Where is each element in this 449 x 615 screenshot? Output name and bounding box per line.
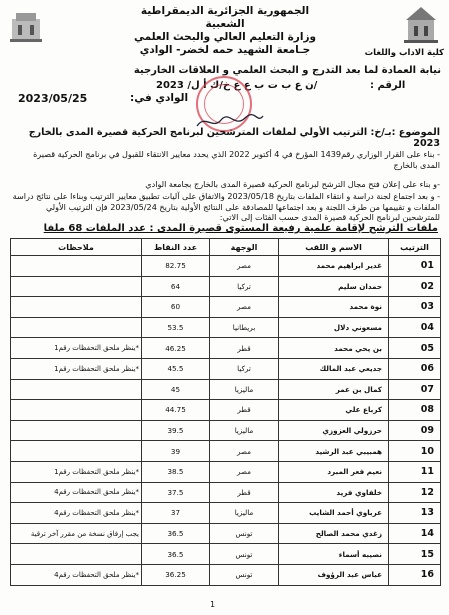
table-title: ملفات الترشح لإقامة علمية رفيعة المستوى قصيرة المدى : عدد الملفات 68 ملفا xyxy=(43,223,438,234)
name-cell: حمدان سليم xyxy=(279,276,389,297)
name-cell: مسعوني دلال xyxy=(279,317,389,338)
paragraph-1: - بناء على القرار الوزاري رقم1439 المؤرخ في 4 أكتوبر 2022 الذي يحدد معايير الانتقاء للقبول في برنامج الحركية قصيرة المدى بالخارج xyxy=(33,149,440,170)
column-header-name: الاسم و اللقب xyxy=(279,239,389,256)
rank-cell: 03 xyxy=(389,297,441,318)
column-header-destination: الوجهة xyxy=(210,239,279,256)
notes-cell: *ينظر ملحق التحفظات رقم4 xyxy=(11,503,142,524)
date-label: الوادي في: xyxy=(130,92,189,104)
university-name: جـامعة الشهيد حمه لخضر- الوادي xyxy=(139,44,311,56)
destination-cell: تونس xyxy=(210,564,279,585)
score-cell: 36.5 xyxy=(142,523,210,544)
destination-cell: تونس xyxy=(210,523,279,544)
score-cell: 36.5 xyxy=(142,544,210,565)
rank-cell: 04 xyxy=(389,317,441,338)
name-cell: غدير ابراهيم محمد xyxy=(279,256,389,277)
rank-cell: 07 xyxy=(389,379,441,400)
page-number: 1 xyxy=(210,600,216,609)
table-row xyxy=(11,338,441,359)
table-row xyxy=(11,297,441,318)
table-row xyxy=(11,400,441,421)
destination-cell: تركيا xyxy=(210,358,279,379)
destination-cell: مصر xyxy=(210,256,279,277)
table-header-row xyxy=(11,239,441,256)
ref-label: الرقم : xyxy=(370,80,406,91)
notes-cell xyxy=(11,400,142,421)
destination-cell: ماليزيا xyxy=(210,503,279,524)
university-logo-right xyxy=(400,4,442,48)
name-cell: همبيبي عبد الرشيد xyxy=(279,441,389,462)
score-cell: 64 xyxy=(142,276,210,297)
name-cell: زغدي محمد الصالح xyxy=(279,523,389,544)
rank-cell: 08 xyxy=(389,400,441,421)
score-cell: 39 xyxy=(142,441,210,462)
rank-cell: 12 xyxy=(389,482,441,503)
table-row xyxy=(11,276,441,297)
notes-cell: *ينظر ملحق التحفظات رقم1 xyxy=(11,461,142,482)
notes-cell: *ينظر ملحق التحفظات رقم1 xyxy=(11,358,142,379)
column-header-score: عدد النقاط xyxy=(142,239,210,256)
destination-cell: قطر xyxy=(210,482,279,503)
destination-cell: قطر xyxy=(210,400,279,421)
table-row xyxy=(11,544,441,565)
name-cell: حرزولي العزوزي xyxy=(279,420,389,441)
header-block xyxy=(120,5,330,57)
table-row xyxy=(11,317,441,338)
score-cell: 45 xyxy=(142,379,210,400)
rank-cell: 06 xyxy=(389,358,441,379)
score-cell: 82.75 xyxy=(142,256,210,277)
ranking-table xyxy=(10,238,441,586)
table-row xyxy=(11,461,441,482)
table-row xyxy=(11,482,441,503)
destination-cell: قطر xyxy=(210,338,279,359)
score-cell: 53.5 xyxy=(142,317,210,338)
rank-cell: 15 xyxy=(389,544,441,565)
notes-cell xyxy=(11,379,142,400)
rank-cell: 01 xyxy=(389,256,441,277)
paragraph-3: - و بعد اجتماع لجنة دراسة و انتقاء الملفات بتاريخ 2023/05/18 والاتفاق على آليات تطبيق معايير الترتيب وبناءا على نتائج دراسة الملفات و تقييمها من طرف اللجنة و بعد اجتماعها للمصادقة على النتائج الأولية بتاريخ 2023/05/24 فإن الترتيب الأولي للمترشحين لبرنامج الحركية قصيرة المدى حسب الفئات إلى الاتي: xyxy=(12,191,440,222)
notes-cell xyxy=(11,317,142,338)
notes-cell xyxy=(11,276,142,297)
ref-number: /ن ع ب ت ب ع ع خ/ك أ ل/ 2023 xyxy=(156,80,318,91)
destination-cell: بريطانيا xyxy=(210,317,279,338)
table-row xyxy=(11,564,441,585)
destination-cell: تركيا xyxy=(210,276,279,297)
country-name: الجمهورية الجزائرية الديمقراطية الشعبية xyxy=(140,5,310,30)
notes-cell xyxy=(11,544,142,565)
score-cell: 60 xyxy=(142,297,210,318)
document-date: 2023/05/25 xyxy=(18,92,88,105)
destination-cell: تونس xyxy=(210,544,279,565)
rank-cell: 05 xyxy=(389,338,441,359)
notes-cell: *ينظر ملحق التحفظات رقم1 xyxy=(11,338,142,359)
notes-cell xyxy=(11,297,142,318)
ministry-name: وزارة التعليم العالي والبحث العلمي xyxy=(133,31,317,43)
destination-cell: مصر xyxy=(210,441,279,462)
destination-cell: ماليزيا xyxy=(210,420,279,441)
score-cell: 44.75 xyxy=(142,400,210,421)
score-cell: 37 xyxy=(142,503,210,524)
table-row xyxy=(11,379,441,400)
rank-cell: 10 xyxy=(389,441,441,462)
score-cell: 46.25 xyxy=(142,338,210,359)
table-row xyxy=(11,503,441,524)
column-header-notes: ملاحظات xyxy=(11,239,142,256)
name-cell: بن يحي محمد xyxy=(279,338,389,359)
notes-cell: يجب إرفاق نسخة من مقرر آخر ترقية xyxy=(11,523,142,544)
notes-cell xyxy=(11,256,142,277)
subject-line: الموضوع :بـ/خ: الترتيب الأولي لملفات المترشحين لبرنامج الحركية قصيرة المدى بالخارج 2023 xyxy=(28,127,440,149)
score-cell: 36.25 xyxy=(142,564,210,585)
name-cell: نصيبه أسماء xyxy=(279,544,389,565)
table-row xyxy=(11,441,441,462)
rank-cell: 13 xyxy=(389,503,441,524)
rank-cell: 02 xyxy=(389,276,441,297)
paragraph-2: -و بناء على إعلان فتح مجال الترشح لبرنامج الحركية قصيرة المدى بالخارج بجامعة الوادي xyxy=(145,179,440,189)
rank-cell: 14 xyxy=(389,523,441,544)
name-cell: نعيم فعر المبرد xyxy=(279,461,389,482)
notes-cell xyxy=(11,441,142,462)
name-cell: عباس عبد الرؤوف xyxy=(279,564,389,585)
name-cell: عرباوي أحمد الشايب xyxy=(279,503,389,524)
name-cell: خلفاوي فريد xyxy=(279,482,389,503)
score-cell: 39.5 xyxy=(142,420,210,441)
name-cell: كمال بن عمر xyxy=(279,379,389,400)
score-cell: 38.5 xyxy=(142,461,210,482)
notes-cell: *ينظر ملحق التحفظات رقم4 xyxy=(11,564,142,585)
table-row xyxy=(11,256,441,277)
destination-cell: ماليزيا xyxy=(210,379,279,400)
rank-cell: 09 xyxy=(389,420,441,441)
destination-cell: مصر xyxy=(210,461,279,482)
table-row xyxy=(11,523,441,544)
destination-cell: مصر xyxy=(210,297,279,318)
notes-cell: *ينظر ملحق التحفظات رقم4 xyxy=(11,482,142,503)
vice-dean-office: نيابة العمادة لما بعد التدرج و البحث العلمي و العلاقات الخارجية xyxy=(133,65,441,76)
university-logo-left xyxy=(6,5,46,45)
rank-cell: 11 xyxy=(389,461,441,482)
notes-cell xyxy=(11,420,142,441)
score-cell: 45.5 xyxy=(142,358,210,379)
name-cell: كرباع علي xyxy=(279,400,389,421)
rank-cell: 16 xyxy=(389,564,441,585)
faculty-name: كلية الاداب واللغات xyxy=(364,48,444,58)
score-cell: 37.5 xyxy=(142,482,210,503)
column-header-rank: الترتيب xyxy=(389,239,441,256)
table-row xyxy=(11,358,441,379)
table-row xyxy=(11,420,441,441)
name-cell: نوة محمد xyxy=(279,297,389,318)
name-cell: جديعي عبد المالك xyxy=(279,358,389,379)
